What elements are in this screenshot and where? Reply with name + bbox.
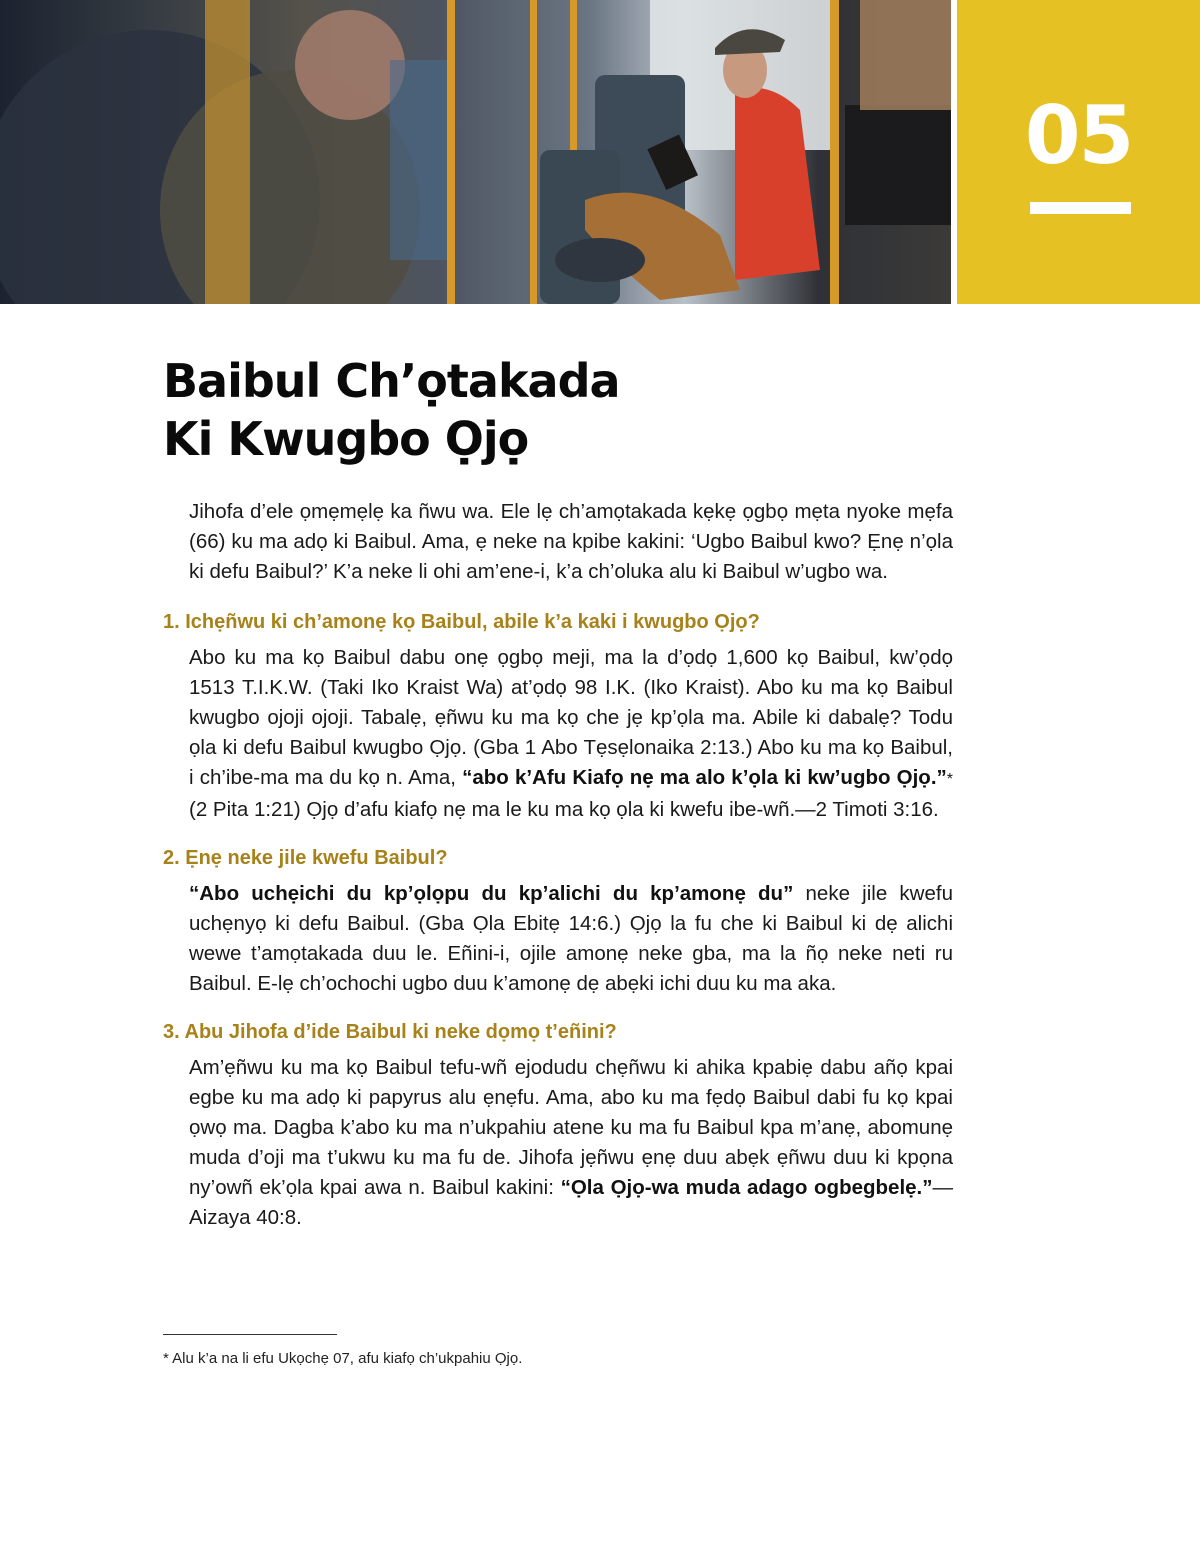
page-title [163, 352, 620, 468]
bus-pole [447, 0, 455, 304]
question-section-2 [163, 843, 953, 999]
header-photo [0, 0, 951, 304]
bus-pole [830, 0, 839, 304]
answer-text: Abo ku ma kọ Baibul dabu onẹ ọgbọ meji, ma la d’ọdọ 1,600 kọ Baibul, kw’ọdọ 1513 T.I.K.W. (Taki Iko Kraist Wa) at’ọdọ 98 I.K. (Iko Kraist). Abo ku ma kọ Baibul kwugbo ojoji ojoji. Tabalẹ, ẹñwu ku ma kọ che jẹ kp’ọla ma. Abile ki dabalẹ? Todu ọla ki defu Baibul kwugbo Ọjọ. (Gba 1 Abo Tẹsẹlonaika 2:13.) Abo ku ma kọ Baibul, i ch’ibe-ma ma du kọ n. Ama, [189, 646, 953, 789]
answer-paragraph [189, 879, 953, 999]
lesson-content [163, 497, 953, 1251]
answer-text: neke jile kwefu uchẹnyọ ki defu Baibul. (Gba Ọla Ebitẹ 14:6.) Ọjọ la fu che ki Baibul ki dẹ alichi wewe t’amọtakada duu le. Eñini-i, ojile amonẹ neke gba, ma la ñọ neke neti ru Baibul. E-lẹ ch’ochochi ugbo duu k’amonẹ dẹ abẹki ichi duu ku ma aka. [189, 882, 953, 995]
answer-text: (2 Pita 1:21) Ọjọ d’afu kiafọ nẹ ma le ku ma kọ ọla ki kwefu ibe-wñ.—2 Timoti 3:16. [189, 798, 939, 821]
answer-paragraph [189, 643, 953, 825]
question-heading: 3. Abu Jihofa d’ide Baibul ki neke dọmọ t’eñini? [163, 1021, 617, 1043]
scripture-quote: “abo k’Afu Kiafọ nẹ ma alo k’ọla ki kw’ugbo Ọjọ.” [462, 766, 947, 789]
lesson-number-block [957, 0, 1200, 304]
footnote: * Alu k’a na li efu Ukọchẹ 07, afu kiafọ ch’ukpahiu Ọjọ. [163, 1350, 523, 1367]
answer-text: —Aizaya 40:8. [189, 1176, 953, 1229]
question-heading: 2. Ẹnẹ neke jile kwefu Baibul? [163, 847, 448, 869]
bus-pole [205, 0, 250, 304]
footnote-reference[interactable]: * [946, 771, 953, 788]
bus-pole [530, 0, 537, 304]
lesson-number-underline [1030, 202, 1131, 214]
intro-paragraph: Jihofa d’ele ọmẹmẹlẹ ka ñwu wa. Ele lẹ ch’amọtakada kẹkẹ ọgbọ mẹta nyoke mẹfa (66) ku ma adọ ki Baibul. Ama, ẹ neke na kpibe kakini: ‘Ugbo Baibul kwo? Ẹnẹ n’ọla ki defu Baibul?’ K’a neke li ohi am’ene-i, k’a ch’oluka alu ki Baibul w’ugbo wa. [189, 500, 953, 583]
footnote-divider [163, 1334, 337, 1335]
answer-paragraph [189, 1053, 953, 1233]
scripture-quote: “Ọla Ọjọ-wa muda adago ogbegbelẹ.” [560, 1176, 933, 1199]
lesson-number: 05 [1024, 89, 1133, 182]
scripture-quote: “Abo uchẹichi du kp’ọlọpu du kp’alichi du kp’amonẹ du” [189, 882, 794, 905]
question-section-3 [163, 1017, 953, 1233]
standing-passenger [860, 0, 951, 110]
question-section-1 [163, 607, 953, 825]
photo-icon [0, 0, 951, 304]
page-title-line-1: Baibul Ch’ọtakada [163, 354, 620, 408]
sleeping-passenger-head [295, 10, 405, 120]
answer-text: Am’ẹñwu ku ma kọ Baibul tefu-wñ ejodudu chẹñwu ki ahika kpabiẹ dabu añọ kpai egbe ku ma adọ ki papyrus alu ẹnẹfu. Ama, abo ku ma fẹdọ Baibul dabi fu kọ kpai ọwọ ma. Dagba k’abo ku ma n’ukpahiu atene ku ma fu Baibul kpa m’anẹ, abomunẹ muda d’oji ma t’ukwu ku ma fu de. Jihofa jẹñwu ẹnẹ duu abẹk ẹñwu duu ki kpọna ny’owñ ek’ọla kpai awa n. Baibul kakini: [189, 1056, 953, 1199]
handbag [845, 105, 951, 225]
page-title-line-2: Ki Kwugbo Ọjọ [163, 412, 529, 466]
question-heading: 1. Ichẹñwu ki ch’amonẹ kọ Baibul, abile k’a kaki i kwugbo Ọjọ? [163, 611, 760, 633]
shoe [555, 238, 645, 282]
plaid-shirt [390, 60, 450, 260]
